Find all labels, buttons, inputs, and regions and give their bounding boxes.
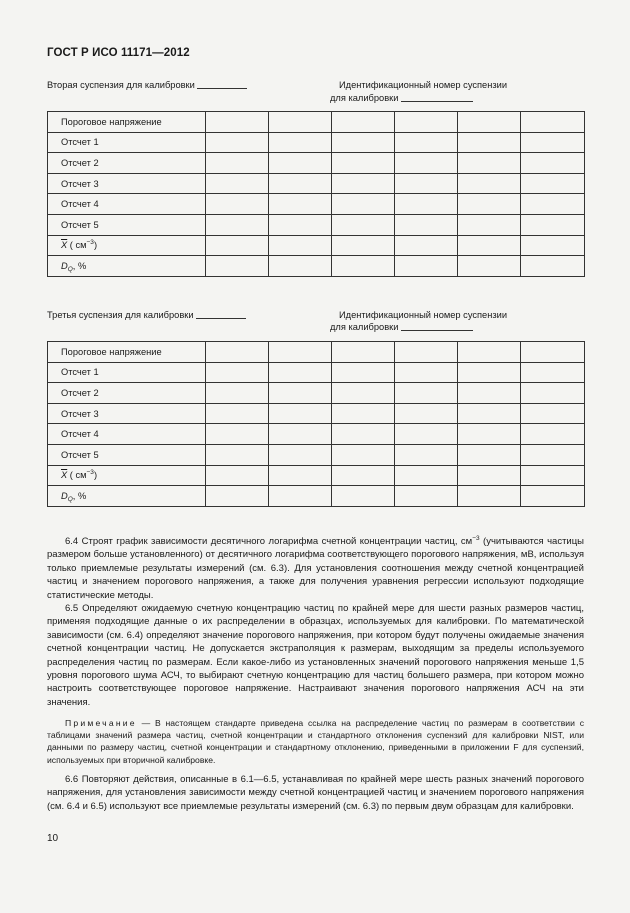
table-row <box>48 444 585 465</box>
table-cell[interactable] <box>206 235 269 256</box>
second-suspension-blank[interactable] <box>197 88 247 89</box>
third-id-blank[interactable] <box>401 330 473 331</box>
table-cell[interactable] <box>206 444 269 465</box>
mean-label <box>48 465 206 486</box>
table-cell[interactable] <box>395 403 458 424</box>
table-cell[interactable] <box>269 403 332 424</box>
table-cell[interactable] <box>521 383 585 404</box>
table-cell[interactable] <box>521 194 585 215</box>
table-row <box>48 383 585 404</box>
table-cell[interactable] <box>521 235 585 256</box>
table-cell[interactable] <box>206 214 269 235</box>
table-cell[interactable] <box>206 465 269 486</box>
table-cell[interactable] <box>521 256 585 277</box>
table-cell[interactable] <box>206 153 269 174</box>
table-row <box>48 256 585 277</box>
row-label: Отсчет 4 <box>48 424 206 445</box>
table-cell[interactable] <box>458 403 521 424</box>
table-cell[interactable] <box>206 403 269 424</box>
table-row <box>48 342 585 363</box>
table-cell[interactable] <box>521 424 585 445</box>
table-cell[interactable] <box>206 486 269 507</box>
table-cell[interactable] <box>269 444 332 465</box>
table-cell[interactable] <box>269 486 332 507</box>
mean-unit: ( см <box>67 470 87 481</box>
table-cell[interactable] <box>269 112 332 133</box>
mean-close: ) <box>93 240 98 251</box>
table-cell[interactable] <box>332 214 395 235</box>
third-id-text: для калибровки <box>330 322 399 332</box>
p64-exponent: −3 <box>472 535 480 542</box>
table-cell[interactable] <box>458 444 521 465</box>
table-cell[interactable] <box>269 424 332 445</box>
third-id-label-line1: Идентификационный номер суспензии <box>339 310 508 320</box>
page-number: 10 <box>47 833 59 844</box>
table-cell[interactable] <box>395 112 458 133</box>
row-label: Отсчет 5 <box>48 214 206 235</box>
body-text-block <box>47 535 584 709</box>
table-cell[interactable] <box>458 362 521 383</box>
table-cell[interactable] <box>395 342 458 363</box>
table-cell[interactable] <box>269 194 332 215</box>
row-label: Пороговое напряжение <box>48 112 206 133</box>
table-cell[interactable] <box>458 153 521 174</box>
table-row <box>48 235 585 256</box>
second-suspension-label <box>47 80 247 90</box>
calibration-table-2 <box>47 111 585 277</box>
table-cell[interactable] <box>269 173 332 194</box>
table-cell[interactable] <box>332 112 395 133</box>
table-cell[interactable] <box>458 112 521 133</box>
table-row <box>48 194 585 215</box>
table-cell[interactable] <box>458 424 521 445</box>
mean-close: ) <box>93 470 98 481</box>
table-row <box>48 362 585 383</box>
table-cell[interactable] <box>395 153 458 174</box>
table-cell[interactable] <box>206 112 269 133</box>
table-cell[interactable] <box>269 132 332 153</box>
row-label: Отсчет 4 <box>48 194 206 215</box>
table-cell[interactable] <box>521 153 585 174</box>
body-text-block-2 <box>47 773 584 813</box>
table-cell[interactable] <box>458 194 521 215</box>
p64-rest: (учитываются частицы размером больше установленного) от десятичного логарифма соответствующего порогового напряжения, мВ, используя только приемлемые результаты измерений (см. 6.3). Для установления соотношения между счетной концентрацией частиц и значением порогового напряжения, а также для получения уравнения регрессии используют подходящие статистические методы. <box>47 536 584 601</box>
table-cell[interactable] <box>269 342 332 363</box>
table-cell[interactable] <box>269 362 332 383</box>
second-id-label-line1: Идентификационный номер суспензии <box>339 80 508 90</box>
table-row <box>48 486 585 507</box>
table-cell[interactable] <box>269 383 332 404</box>
table-row <box>48 465 585 486</box>
mean-exponent: −3 <box>86 239 94 247</box>
table-cell[interactable] <box>269 214 332 235</box>
second-id-blank[interactable] <box>401 101 473 102</box>
third-id-label-line2 <box>330 322 473 332</box>
table-cell[interactable] <box>395 362 458 383</box>
table-cell[interactable] <box>521 112 585 133</box>
dq-label <box>48 486 206 507</box>
paragraph-6-6: 6.6 Повторяют действия, описанные в 6.1—6.5, устанавливая по крайней мере шесть разных значений порогового напряжения, для установления зависимости между счетной концентрацией частиц и значением порогового напряжения (см. 6.4 и 6.5) используют все приемлемые результаты измерений (см. 6.3) по первым двум образцам для калибровки. <box>47 774 584 812</box>
dq-subscript: Q <box>67 495 73 503</box>
table-cell[interactable] <box>206 132 269 153</box>
table-cell[interactable] <box>521 486 585 507</box>
table-cell[interactable] <box>521 362 585 383</box>
note-paragraph <box>47 717 584 766</box>
table-cell[interactable] <box>269 153 332 174</box>
table-cell[interactable] <box>332 153 395 174</box>
table-cell[interactable] <box>458 173 521 194</box>
dq-symbol: D <box>61 260 68 271</box>
table-cell[interactable] <box>332 342 395 363</box>
table-cell[interactable] <box>206 256 269 277</box>
second-suspension-text: Вторая суспензия для калибровки <box>47 80 195 90</box>
table-cell[interactable] <box>332 194 395 215</box>
table-cell[interactable] <box>332 362 395 383</box>
table-cell[interactable] <box>395 194 458 215</box>
dq-unit: , % <box>72 490 87 501</box>
table-cell[interactable] <box>332 403 395 424</box>
table-cell[interactable] <box>521 342 585 363</box>
note-text: — В настоящем стандарте приведена ссылка на распределение частиц по размерам в соответствии с таблицами значений размера частиц, счетной концентрации и стандартного отклонения суспензий для калибровки NIST, или данными по размеру частиц, счетной концентрации и стандартному отклонению, приведенными в приложении F для суспензий, используемых при вторичной калибровке. <box>47 718 584 765</box>
table-cell[interactable] <box>395 173 458 194</box>
row-label: Отсчет 5 <box>48 444 206 465</box>
table-cell[interactable] <box>332 256 395 277</box>
table-cell[interactable] <box>206 173 269 194</box>
table-row <box>48 112 585 133</box>
mean-symbol: $\overline{X}$ <box>61 240 68 251</box>
table-cell[interactable] <box>395 235 458 256</box>
table-cell[interactable] <box>269 235 332 256</box>
second-id-text: для калибровки <box>330 93 399 103</box>
third-suspension-text: Третья суспензия для калибровки <box>47 310 194 320</box>
table-cell[interactable] <box>458 342 521 363</box>
table-cell[interactable] <box>395 444 458 465</box>
note-block <box>47 717 584 766</box>
mean-label <box>48 235 206 256</box>
table-cell[interactable] <box>206 424 269 445</box>
table-cell[interactable] <box>458 214 521 235</box>
mean-unit: ( см <box>67 240 87 251</box>
table-cell[interactable] <box>332 173 395 194</box>
third-suspension-blank[interactable] <box>196 318 246 319</box>
table-cell[interactable] <box>395 465 458 486</box>
row-label: Отсчет 2 <box>48 153 206 174</box>
table-cell[interactable] <box>269 256 332 277</box>
table-cell[interactable] <box>458 235 521 256</box>
table-cell[interactable] <box>269 465 332 486</box>
row-label: Пороговое напряжение <box>48 342 206 363</box>
row-label: Отсчет 3 <box>48 403 206 424</box>
table-cell[interactable] <box>206 383 269 404</box>
table-cell[interactable] <box>521 132 585 153</box>
dq-symbol: D <box>61 490 68 501</box>
table-cell[interactable] <box>206 194 269 215</box>
table-cell[interactable] <box>521 465 585 486</box>
table-cell[interactable] <box>395 132 458 153</box>
table-cell[interactable] <box>521 444 585 465</box>
second-id-label-line2 <box>330 93 473 103</box>
dq-subscript: Q <box>67 265 73 273</box>
table-cell[interactable] <box>332 444 395 465</box>
table-cell[interactable] <box>458 486 521 507</box>
row-label: Отсчет 2 <box>48 383 206 404</box>
table-cell[interactable] <box>395 256 458 277</box>
table-cell[interactable] <box>332 424 395 445</box>
table-cell[interactable] <box>332 132 395 153</box>
table-cell[interactable] <box>521 403 585 424</box>
dq-label <box>48 256 206 277</box>
note-label: Примечание <box>65 718 137 728</box>
table-cell[interactable] <box>332 235 395 256</box>
mean-symbol: $\overline{X}$ <box>61 470 68 481</box>
p64-lead: 6.4 Строят график зависимости десятичного логарифма счетной концентрации частиц, см <box>65 536 473 547</box>
table-cell[interactable] <box>206 362 269 383</box>
table-cell[interactable] <box>332 465 395 486</box>
paragraph-6-5: 6.5 Определяют ожидаемую счетную концентрацию частиц по крайней мере для шести разных размеров частиц, применяя подходящие данные о их распределении в образцах, используемых для калибровки. По математической зависимости (см. 6.4) определяют значение порогового напряжения, при котором будут получены ожидаемые значения счетной концентрации частиц. Не допускается экстраполяция к размерам, выходящим за пределы используемого распределения частиц по размерам. Если какое-либо из установленных значений порогового напряжения меньше 1,5 уровня порогового шума АСЧ, то выбирают счетную концентрацию для частиц большего размера, при котором можно настроить соответствующее пороговое напряжение. Настраивают значения порогового напряжения АСЧ на эти значения. <box>47 603 584 708</box>
table-cell[interactable] <box>395 424 458 445</box>
table-cell[interactable] <box>395 383 458 404</box>
table-cell[interactable] <box>332 383 395 404</box>
table-row <box>48 173 585 194</box>
row-label: Отсчет 1 <box>48 362 206 383</box>
table-cell[interactable] <box>458 132 521 153</box>
table-row <box>48 132 585 153</box>
document-code-header: ГОСТ Р ИСО 11171—2012 <box>47 47 190 59</box>
table-cell[interactable] <box>332 486 395 507</box>
table-row <box>48 403 585 424</box>
table-cell[interactable] <box>458 256 521 277</box>
table-row <box>48 424 585 445</box>
table-cell[interactable] <box>521 214 585 235</box>
table-row <box>48 153 585 174</box>
table-cell[interactable] <box>458 383 521 404</box>
paragraph-6-4 <box>47 535 584 602</box>
table-row <box>48 214 585 235</box>
row-label: Отсчет 3 <box>48 173 206 194</box>
calibration-table-3 <box>47 341 585 507</box>
row-label: Отсчет 1 <box>48 132 206 153</box>
table-cell[interactable] <box>395 214 458 235</box>
table-cell[interactable] <box>395 486 458 507</box>
mean-exponent: −3 <box>86 469 94 477</box>
table-cell[interactable] <box>521 173 585 194</box>
dq-unit: , % <box>72 260 87 271</box>
table-cell[interactable] <box>458 465 521 486</box>
table-cell[interactable] <box>206 342 269 363</box>
third-suspension-label <box>47 310 246 320</box>
